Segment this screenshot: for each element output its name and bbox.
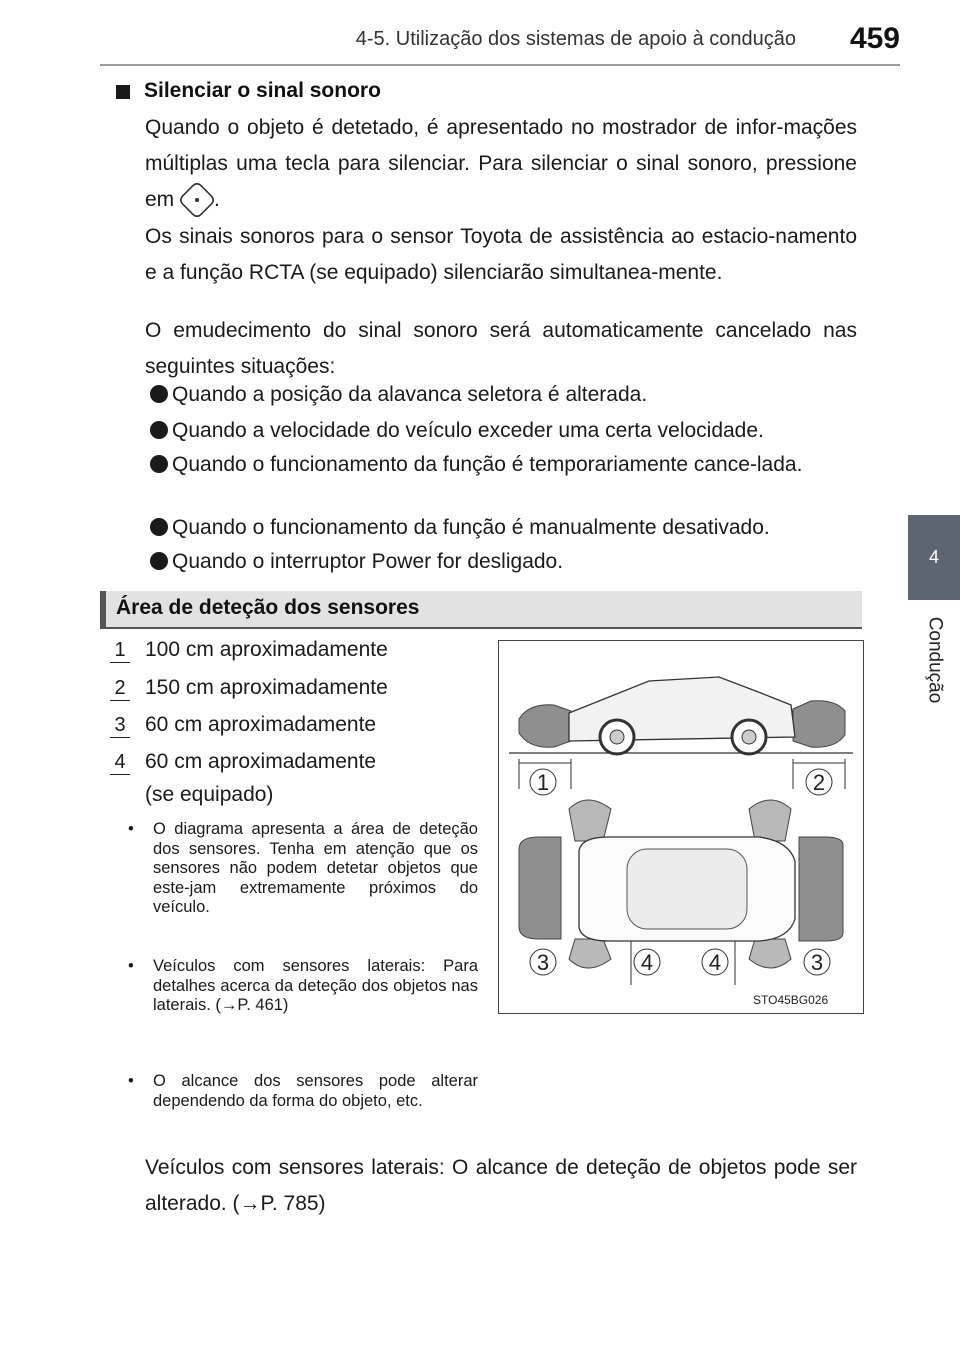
diagram-callout: 4 [640, 950, 654, 975]
running-header: 4-5. Utilização dos sistemas de apoio à condução [355, 28, 796, 50]
diagram-callout: 2 [812, 770, 826, 795]
diagram-callout: 1 [536, 770, 550, 795]
diagram-callout: 3 [810, 950, 824, 975]
mute-key-icon [180, 183, 214, 217]
list-item: Quando a posição da alavanca seletora é alterada. [150, 377, 857, 413]
callout-number: 2 [110, 674, 130, 701]
paragraph-simultaneous: Os sinais sonoros para o sensor Toyota de assistência ao estacio-namento e a função RCTA (se equipado) silenciarão simultanea-mente. [145, 225, 857, 284]
diagram-callout: 3 [536, 950, 550, 975]
bullet-dot-icon [150, 385, 168, 403]
note-item: • Veículos com sensores laterais: Para detalhes acerca da deteção dos objetos nas laterais. (→P. 461) [128, 957, 478, 1014]
paragraph-side-sensors: Veículos com sensores laterais: O alcance de deteção de objetos pode ser alterado. (→P. 785) [145, 1156, 857, 1215]
list-item: Quando o funcionamento da função é temporariamente cance-lada. [150, 447, 857, 483]
note-item: • O diagrama apresenta a área de deteção dos sensores. Tenha em atenção que os sensores não podem detetar objetos que este-jam extremamente próximos do veículo. [128, 820, 478, 916]
sensor-diagram-svg [499, 641, 863, 1013]
paragraph-cancel-conditions: O emudecimento do sinal sonoro será automaticamente cancelado nas seguintes situações: [145, 319, 857, 378]
page-number: 459 [849, 22, 900, 55]
list-item: Quando a velocidade do veículo exceder uma certa velocidade. [150, 413, 857, 449]
bullet-dot-icon [150, 455, 168, 473]
chapter-tab: 4 [908, 515, 960, 600]
section-title-silence: Silenciar o sinal sonoro [144, 79, 381, 102]
bullet-dot-icon [150, 421, 168, 439]
diagram-code: STO45BG026 [753, 993, 829, 1007]
section-header-detection-area: Área de deteção dos sensores [100, 591, 862, 629]
list-item: Quando o funcionamento da função é manualmente desativado. [150, 510, 857, 546]
chapter-label: Condução [924, 616, 945, 704]
sensor-range-diagram [498, 640, 864, 1014]
callout-number: 3 [110, 711, 130, 738]
diagram-callout: 4 [708, 950, 722, 975]
note-item: • O alcance dos sensores pode alterar dependendo da forma do objeto, etc. [128, 1072, 478, 1110]
bullet-dot-icon [150, 518, 168, 536]
bullet-dot-icon [150, 552, 168, 570]
callout-number: 4 [110, 748, 130, 775]
list-item: Quando o interruptor Power for desligado. [150, 544, 857, 580]
header-rule [100, 64, 900, 66]
paragraph-mute-instructions: Quando o objeto é detetado, é apresentado no mostrador de infor-mações múltiplas uma tecla para silenciar. Para silenciar o sinal sonoro, pressione em . [145, 110, 857, 218]
callout-number: 1 [110, 636, 130, 663]
